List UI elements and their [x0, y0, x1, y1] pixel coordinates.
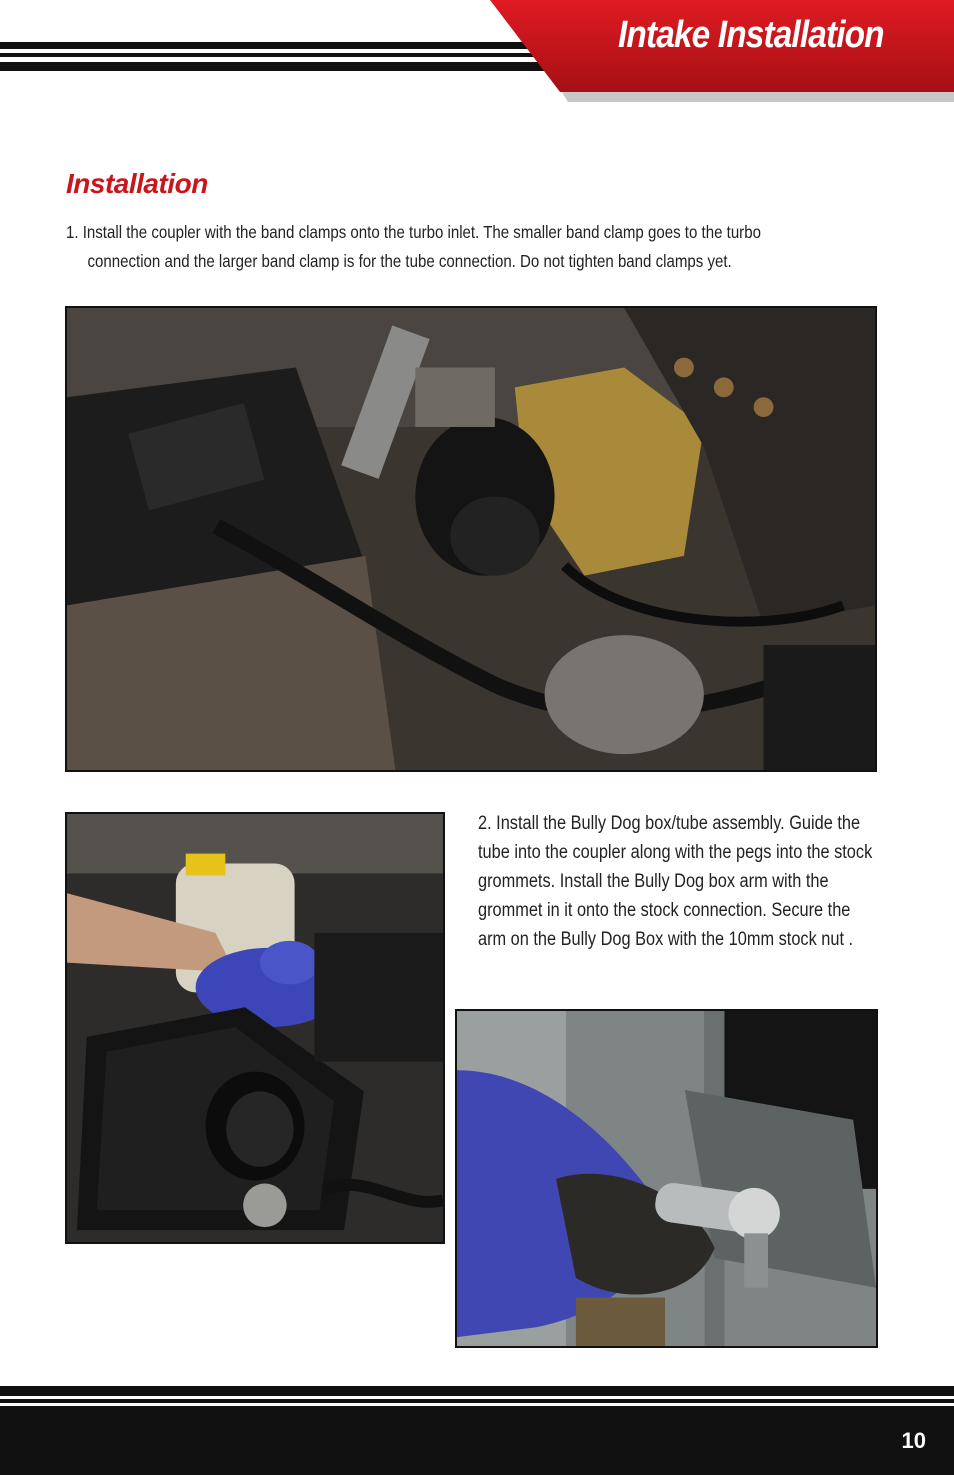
- step-1-line-2: connection and the larger band clamp is for the tube connection. Do not tighten band clamps yet.: [87, 251, 732, 271]
- step-2-text: 2. Install the Bully Dog box/tube assembly. Guide the tube into the coupler along with the pegs into the stock grommets. Install the Bully Dog box arm with the grommet in it onto the stock connection. Secure the arm on the Bully Dog Box with the 10mm stock nut .: [478, 813, 873, 950]
- step-1-text: [66, 218, 866, 276]
- section-heading: Installation: [66, 168, 208, 199]
- page-title: Intake Installation: [618, 14, 884, 56]
- wrench-nut-photo: [455, 1009, 878, 1348]
- engine-bay-coupler-photo: [65, 306, 877, 772]
- footer-bar: [0, 1386, 954, 1475]
- page-number: 10: [901, 1428, 926, 1453]
- step-1-line-1: 1. Install the coupler with the band clamps onto the turbo inlet. The smaller band clamp goes to the turbo: [66, 222, 761, 242]
- airbox-install-photo: [65, 812, 445, 1244]
